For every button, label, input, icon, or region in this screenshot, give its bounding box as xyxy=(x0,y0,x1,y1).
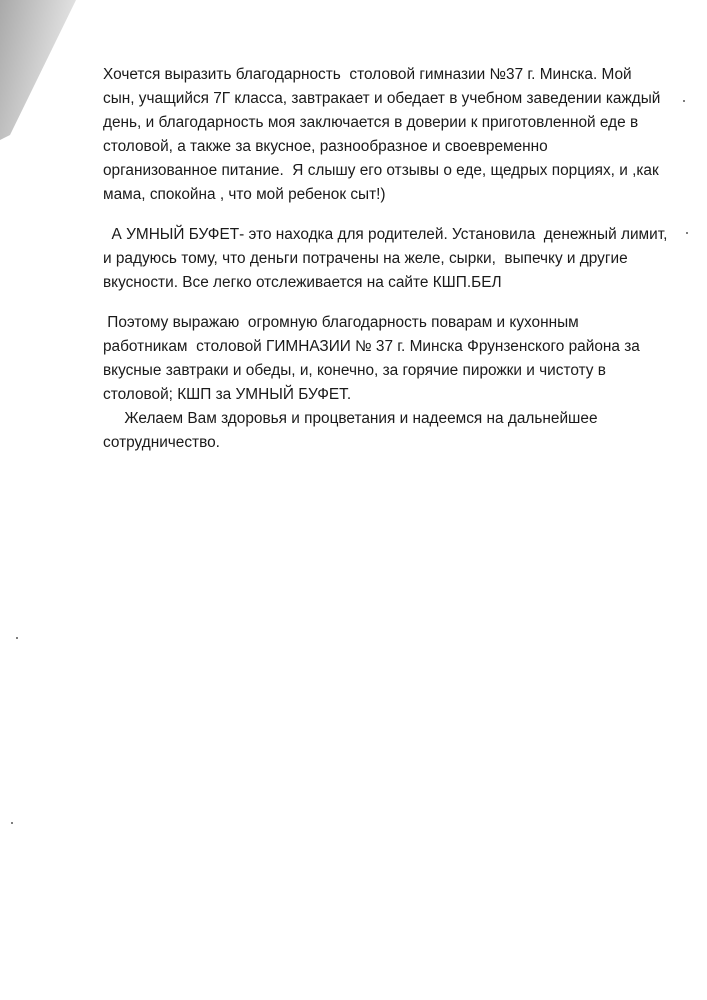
text-line: работникам столовой ГИМНАЗИИ № 37 г. Минска Фрунзенского района за xyxy=(103,338,640,355)
scan-speck xyxy=(686,232,688,234)
text-line: сотрудничество. xyxy=(103,434,220,451)
text-line: вкусности. Все легко отслеживается на сайте КШП.БЕЛ xyxy=(103,274,502,291)
text-line: столовой; КШП за УМНЫЙ БУФЕТ. xyxy=(103,386,352,403)
scan-corner-shadow xyxy=(0,0,80,140)
text-line: вкусные завтраки и обеды, и, конечно, за горячие пирожки и чистоту в xyxy=(103,362,606,379)
text-line: А УМНЫЙ БУФЕТ- это находка для родителей. Установила денежный лимит, xyxy=(103,226,668,243)
text-line: Хочется выразить благодарность столовой гимназии №37 г. Минска. Мой xyxy=(103,66,632,83)
scan-speck xyxy=(16,637,18,639)
paragraph-gratitude xyxy=(103,63,683,207)
scan-speck xyxy=(683,100,685,102)
text-line: сын, учащийся 7Г класса, завтракает и обедает в учебном заведении каждый xyxy=(103,90,661,107)
text-line: столовой, а также за вкусное, разнообразное и своевременно xyxy=(103,138,548,155)
text-line: и радуюсь тому, что деньги потрачены на желе, сырки, выпечку и другие xyxy=(103,250,628,267)
text-line: мама, спокойна , что мой ребенок сыт!) xyxy=(103,186,386,203)
paragraph-smart-buffet xyxy=(103,223,683,295)
scan-speck xyxy=(11,822,13,824)
text-line: день, и благодарность моя заключается в доверии к приготовленной еде в xyxy=(103,114,639,131)
paragraph-thanks-staff xyxy=(103,311,683,407)
paragraph-wishes xyxy=(103,407,683,455)
text-line: Поэтому выражаю огромную благодарность поварам и кухонным xyxy=(103,314,579,331)
letter-body xyxy=(103,63,683,455)
text-line: организованное питание. Я слышу его отзывы о еде, щедрых порциях, и ,как xyxy=(103,162,659,179)
text-line: Желаем Вам здоровья и процветания и надеемся на дальнейшее xyxy=(103,410,598,427)
